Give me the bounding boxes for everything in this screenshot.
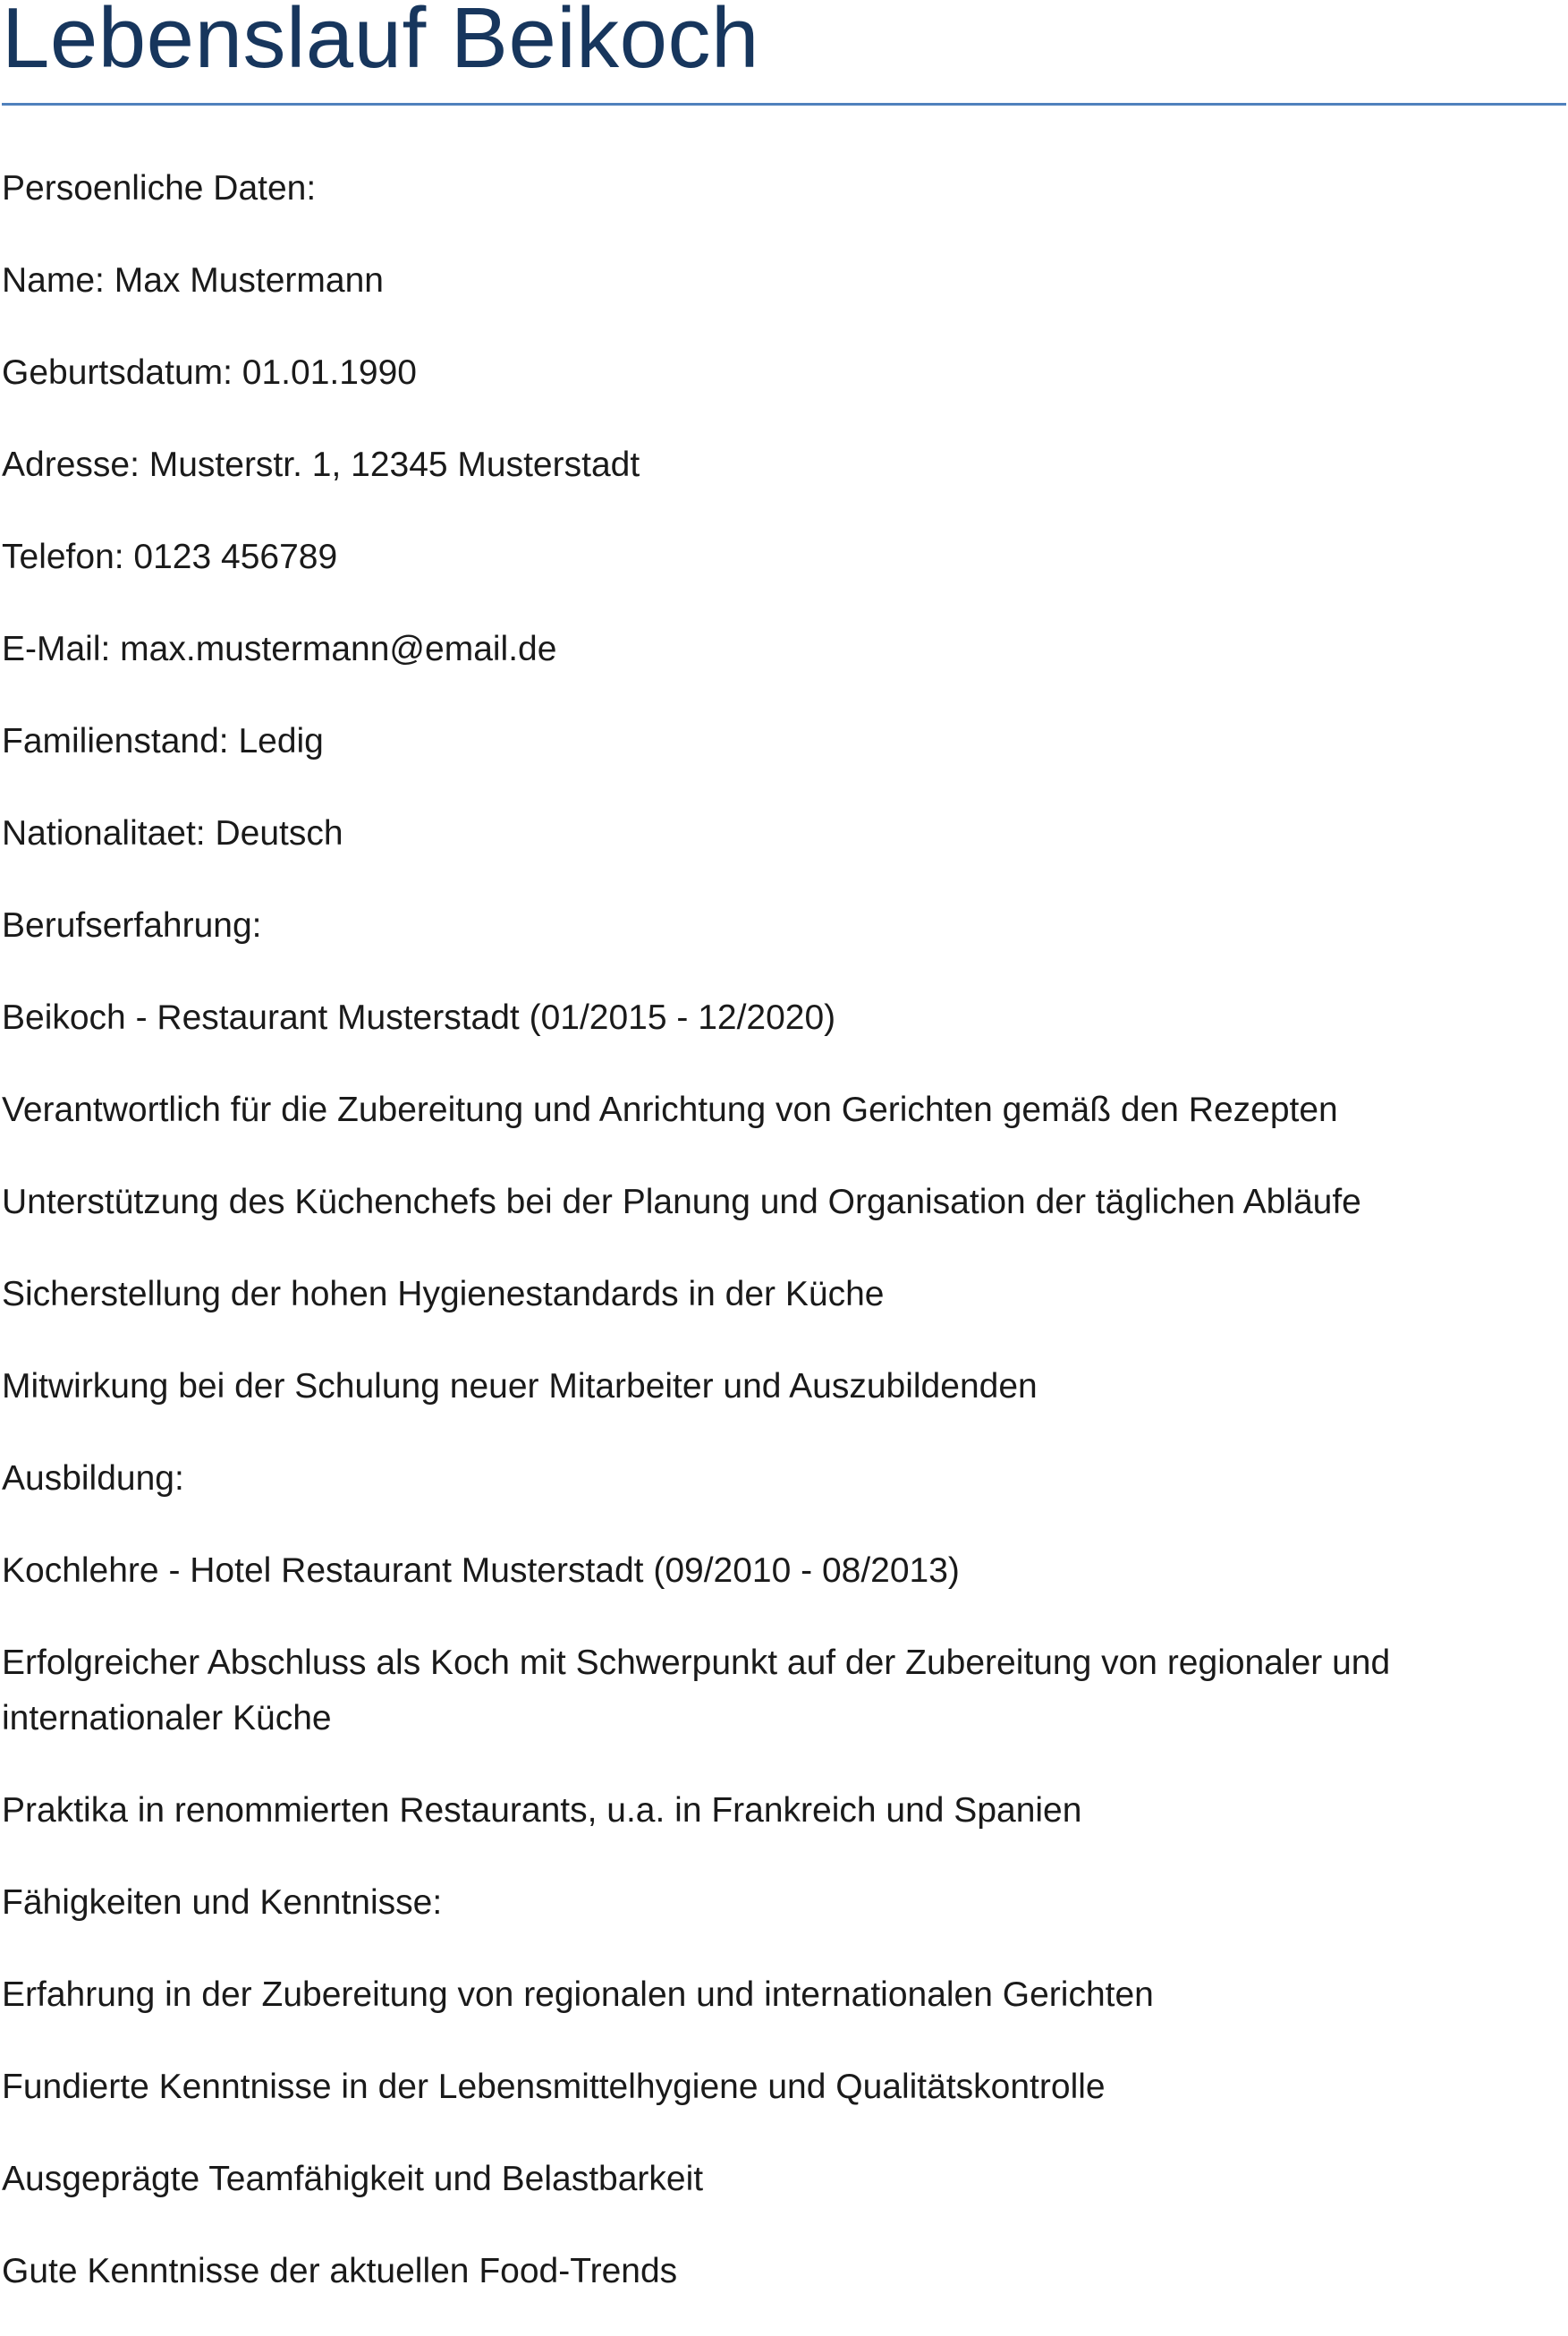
skill-item: Fundierte Kenntnisse in der Lebensmittelhygiene und Qualitätskontrolle <box>2 2068 1106 2106</box>
personal-birthdate: Geburtsdatum: 01.01.1990 <box>2 353 417 392</box>
education-detail-item: Praktika in renommierten Restaurants, u.a. in Frankreich und Spanien <box>2 1791 1082 1830</box>
job-duty-item: Mitwirkung bei der Schulung neuer Mitarbeiter und Auszubildenden <box>2 1367 1038 1406</box>
job-duty-item: Unterstützung des Küchenchefs bei der Planung und Organisation der täglichen Abläufe <box>2 1183 1361 1221</box>
job-duty-item: Sicherstellung der hohen Hygienestandards in der Küche <box>2 1275 885 1313</box>
skill-item: Ausgeprägte Teamfähigkeit und Belastbarkeit <box>2 2160 704 2198</box>
education-entry: Kochlehre - Hotel Restaurant Musterstadt (09/2010 - 08/2013) <box>2 1551 960 1590</box>
personal-name: Name: Max Mustermann <box>2 261 384 300</box>
section-heading-work-experience: Berufserfahrung: <box>2 906 262 945</box>
document-title: Lebenslauf Beikoch <box>2 0 759 86</box>
section-heading-personal-data: Persoenliche Daten: <box>2 169 317 208</box>
title-underline-divider <box>2 103 1566 106</box>
personal-nationality: Nationalitaet: Deutsch <box>2 814 343 853</box>
personal-phone: Telefon: 0123 456789 <box>2 538 338 576</box>
document-body <box>2 161 1540 2336</box>
section-heading-education: Ausbildung: <box>2 1459 184 1498</box>
skill-item: Gute Kenntnisse der aktuellen Food-Trends <box>2 2252 678 2290</box>
job-title-entry: Beikoch - Restaurant Musterstadt (01/2015 - 12/2020) <box>2 998 836 1037</box>
section-heading-skills: Fähigkeiten und Kenntnisse: <box>2 1883 443 1922</box>
education-detail-item: Erfolgreicher Abschluss als Koch mit Schwerpunkt auf der Zubereitung von regionaler und internationaler Küche <box>2 1644 1391 1737</box>
personal-address: Adresse: Musterstr. 1, 12345 Musterstadt <box>2 446 640 484</box>
job-duty-item: Verantwortlich für die Zubereitung und Anrichtung von Gerichten gemäß den Rezepten <box>2 1091 1338 1129</box>
personal-email: E-Mail: max.mustermann@email.de <box>2 630 557 668</box>
skill-item: Erfahrung in der Zubereitung von regionalen und internationalen Gerichten <box>2 1975 1154 2014</box>
personal-marital-status: Familienstand: Ledig <box>2 722 324 760</box>
